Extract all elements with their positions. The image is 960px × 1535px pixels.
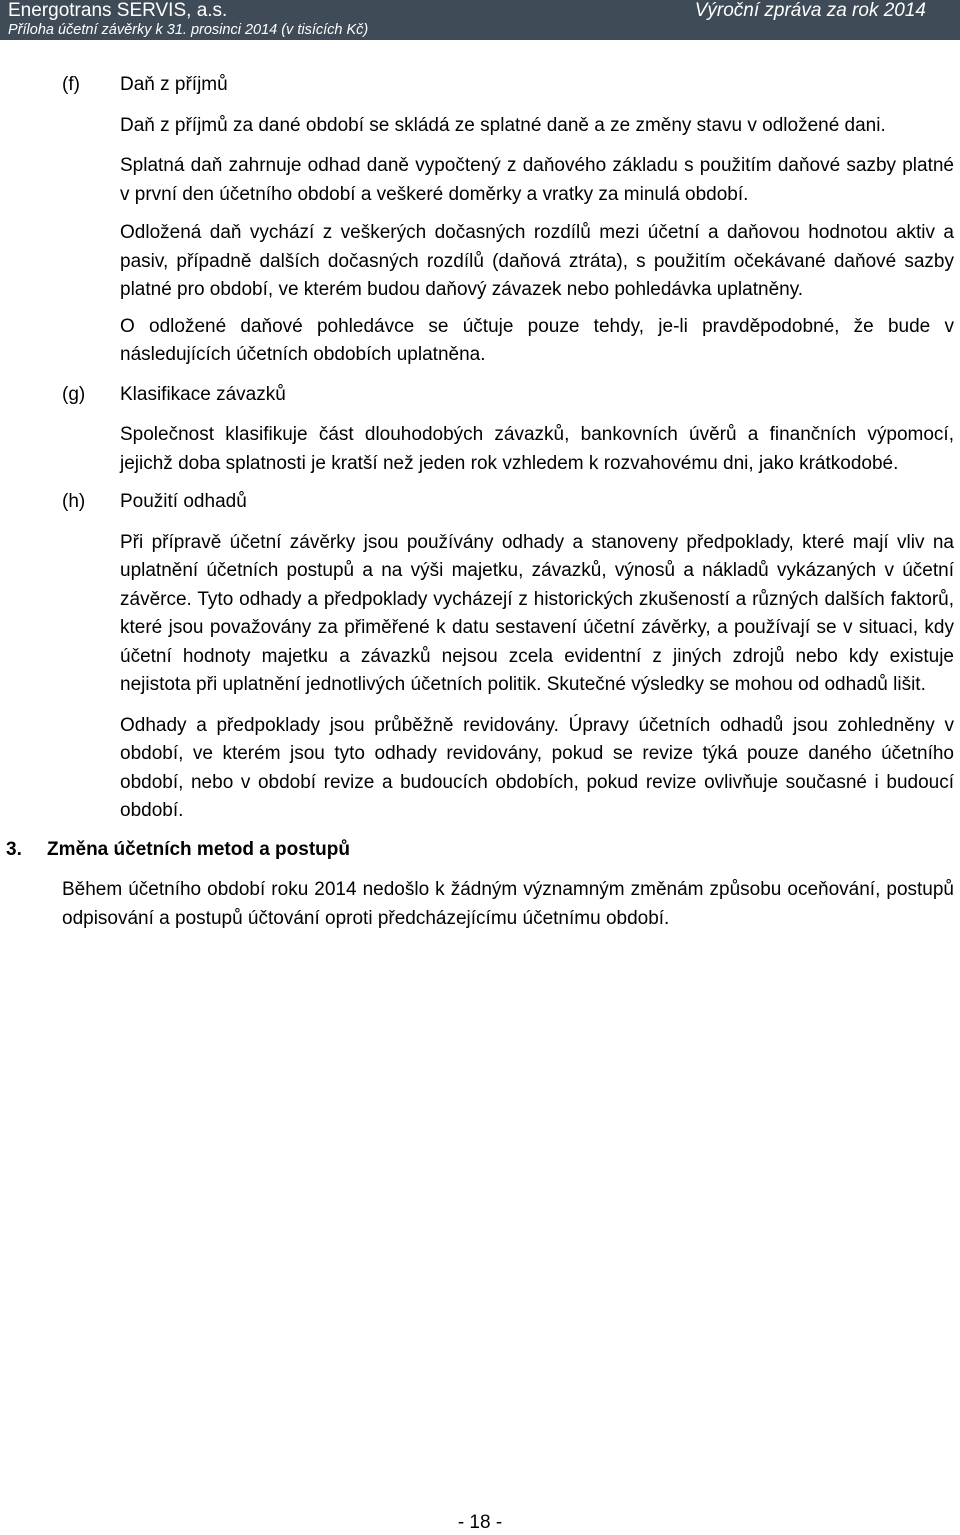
header-subtitle: Příloha účetní závěrky k 31. prosinci 2014 (v tisících Kč): [8, 22, 369, 38]
section-paragraph: Během účetního období roku 2014 nedošlo k žádným významným změnám způsobu oceňování, postupů odpisování a postupů účtování oproti předcházejícímu účetnímu období.: [62, 879, 954, 929]
section-heading: [0, 836, 960, 865]
paragraph: Odložená daň vychází z veškerých dočasných rozdílů mezi účetní a daňovou hodnotou aktiv a pasiv, případně dalších dočasných rozdílů (daňová ztráta), s použitím očekávané daňové sazby platné pro období, ve kterém budou daňový závazek nebo pohledávka uplatněny.: [120, 222, 954, 300]
item-title: Použití odhadů: [120, 491, 247, 512]
paragraph: Daň z příjmů za dané období se skládá ze splatné daně a ze změny stavu v odložené dani.: [120, 114, 886, 136]
item-f: [0, 71, 960, 370]
paragraph: O odložené daňové pohledávce se účtuje pouze tehdy, je-li pravděpodobné, že bude v následujících účetních obdobích uplatněna.: [120, 315, 954, 365]
section-title: Změna účetních metod a postupů: [47, 838, 350, 860]
item-title: Daň z příjmů: [120, 74, 228, 95]
document-body: [0, 71, 960, 933]
paragraph: Odhady a předpoklady jsou průběžně revidovány. Úpravy účetních odhadů jsou zohledněny v období, ve kterém jsou tyto odhady revidovány, pokud se revize týká pouze daného účetního období, nebo v období revize a budoucích obdobích, pokud revize ovlivňuje současné i budoucí období.: [120, 714, 954, 821]
section-number: 3.: [6, 838, 22, 860]
item-g: [0, 381, 960, 479]
paragraph: Při přípravě účetní závěrky jsou používány odhady a stanoveny předpoklady, které mají vliv na uplatnění účetních postupů a na výši majetku, závazků, výnosů a nákladů vykázaných v účetní závěrce. Tyto odhady a předpoklady vycházejí z historických zkušeností a různých dalších faktorů, které jsou považovány za přiměřené k datu sestavení účetní závěrky, a používají se v situaci, kdy účetní hodnoty majetku a závazků nejsou zcela evidentní z jiných zdrojů nebo kdy existuje nejistota při uplatnění jednotlivých účetních politik. Skutečné výsledky se mohou od odhadů lišit.: [120, 531, 954, 695]
paragraph: Společnost klasifikuje část dlouhodobých závazků, bankovních úvěrů a finančních výpomocí, jejichž doba splatnosti je kratší než jeden rok vzhledem k rozvahovému dni, jako krátkodobé.: [120, 424, 954, 474]
page-number: - 18 -: [457, 1512, 503, 1533]
report-title: Výroční zpráva za rok 2014: [694, 0, 926, 21]
item-h: [0, 488, 960, 826]
item-marker: (g): [62, 383, 86, 405]
company-name: Energotrans SERVIS, a.s.: [8, 0, 228, 21]
item-title: Klasifikace závazků: [120, 383, 286, 405]
page-header: [0, 0, 960, 40]
paragraph: Splatná daň zahrnuje odhad daně vypočtený z daňového základu s použitím daňové sazby platné v první den účetního období a veškeré doměrky a vratky za minulá období.: [120, 155, 954, 205]
item-marker: (f): [62, 74, 80, 95]
item-marker: (h): [62, 491, 86, 512]
